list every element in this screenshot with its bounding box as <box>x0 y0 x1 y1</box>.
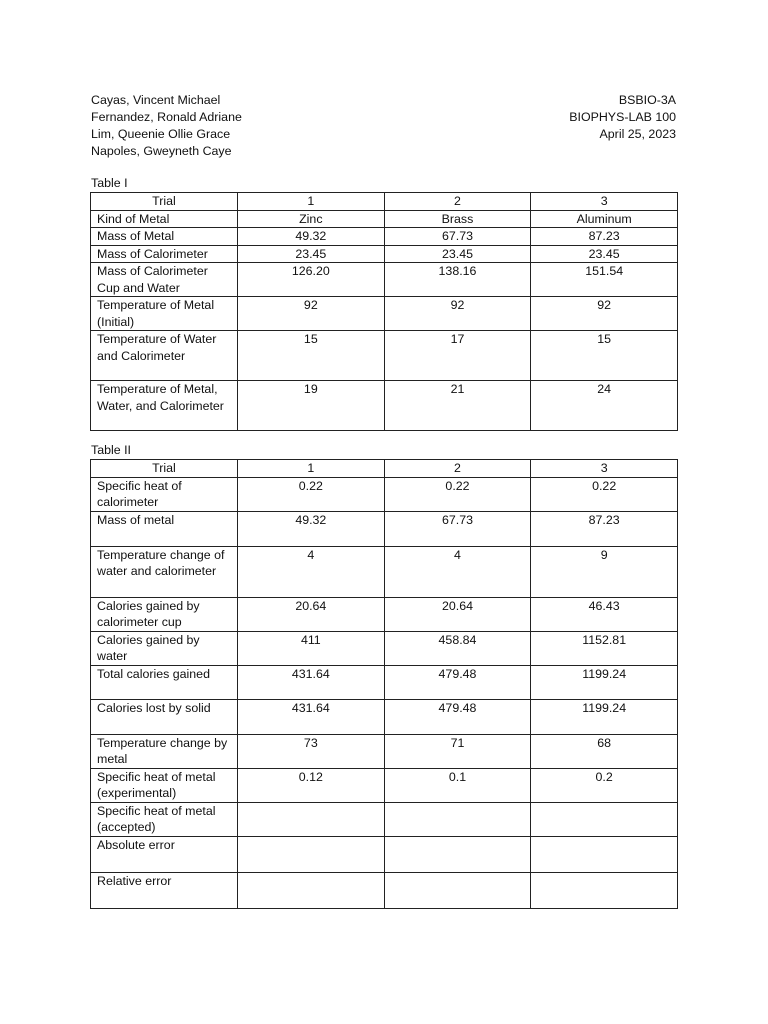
row-label: Temperature of Metal, Water, and Calorimeter <box>91 381 238 431</box>
cell: 87.23 <box>531 228 678 246</box>
cell: 3 <box>531 460 678 478</box>
cell <box>531 836 678 872</box>
table-row <box>91 331 678 381</box>
table-row <box>91 836 678 872</box>
cell: 126.20 <box>238 263 385 297</box>
table-row <box>91 631 678 665</box>
row-label: Temperature of Water and Calorimeter <box>91 331 238 381</box>
row-label: Temperature change by metal <box>91 734 238 768</box>
cell: 0.22 <box>238 477 385 511</box>
cell: 87.23 <box>531 511 678 546</box>
cell: Aluminum <box>531 210 678 228</box>
table-caption: Table II <box>91 443 131 457</box>
table-row <box>91 245 678 263</box>
cell <box>384 836 531 872</box>
cell: 151.54 <box>531 263 678 297</box>
cell: 23.45 <box>384 245 531 263</box>
author-name: Napoles, Gweyneth Caye <box>91 144 232 158</box>
row-label: Trial <box>91 460 238 478</box>
cell: 138.16 <box>384 263 531 297</box>
table-row <box>91 193 678 211</box>
row-label: Absolute error <box>91 836 238 872</box>
cell: 458.84 <box>384 631 531 665</box>
cell: 49.32 <box>238 511 385 546</box>
table-row <box>91 546 678 597</box>
cell: 15 <box>531 331 678 381</box>
cell: 71 <box>384 734 531 768</box>
row-label: Mass of Calorimeter <box>91 245 238 263</box>
table-row <box>91 477 678 511</box>
cell <box>384 802 531 836</box>
table-ii <box>90 459 678 909</box>
table-row <box>91 734 678 768</box>
cell: 23.45 <box>238 245 385 263</box>
table-caption: Table I <box>91 176 128 190</box>
table-row <box>91 872 678 908</box>
author-name: Cayas, Vincent Michael <box>91 93 221 107</box>
table-row <box>91 210 678 228</box>
table-row <box>91 665 678 699</box>
table-row <box>91 802 678 836</box>
cell: 19 <box>238 381 385 431</box>
row-label: Specific heat of calorimeter <box>91 477 238 511</box>
cell <box>531 872 678 908</box>
cell: 20.64 <box>238 597 385 631</box>
date-label: April 25, 2023 <box>599 127 676 141</box>
author-names <box>91 92 242 160</box>
table-i <box>90 192 678 431</box>
cell: 24 <box>531 381 678 431</box>
cell: 0.22 <box>384 477 531 511</box>
cell: 92 <box>238 297 385 331</box>
cell: 2 <box>384 193 531 211</box>
row-label: Relative error <box>91 872 238 908</box>
cell: 4 <box>238 546 385 597</box>
cell: 21 <box>384 381 531 431</box>
cell <box>531 802 678 836</box>
cell <box>238 872 385 908</box>
table-row <box>91 511 678 546</box>
cell <box>384 872 531 908</box>
cell: 431.64 <box>238 699 385 734</box>
row-label: Total calories gained <box>91 665 238 699</box>
table-row <box>91 460 678 478</box>
cell: 49.32 <box>238 228 385 246</box>
section-label: BSBIO-3A <box>618 93 676 107</box>
row-label: Specific heat of metal (accepted) <box>91 802 238 836</box>
row-label: Mass of Calorimeter Cup and Water <box>91 263 238 297</box>
cell: 1199.24 <box>531 665 678 699</box>
table-row <box>91 228 678 246</box>
table-row <box>91 597 678 631</box>
table-row <box>91 263 678 297</box>
cell: 4 <box>384 546 531 597</box>
cell: 1 <box>238 193 385 211</box>
cell: 92 <box>531 297 678 331</box>
cell: 17 <box>384 331 531 381</box>
course-label: BIOPHYS-LAB 100 <box>569 110 676 124</box>
cell: 1 <box>238 460 385 478</box>
row-label: Mass of Metal <box>91 228 238 246</box>
cell <box>238 836 385 872</box>
cell: 479.48 <box>384 665 531 699</box>
row-label: Calories lost by solid <box>91 699 238 734</box>
cell: 67.73 <box>384 511 531 546</box>
cell: 20.64 <box>384 597 531 631</box>
cell: Brass <box>384 210 531 228</box>
cell: 0.12 <box>238 768 385 802</box>
cell: 23.45 <box>531 245 678 263</box>
cell: 73 <box>238 734 385 768</box>
row-label: Calories gained by water <box>91 631 238 665</box>
cell: 15 <box>238 331 385 381</box>
row-label: Trial <box>91 193 238 211</box>
cell: 0.22 <box>531 477 678 511</box>
cell: 9 <box>531 546 678 597</box>
cell: 479.48 <box>384 699 531 734</box>
course-info <box>569 92 676 143</box>
cell: 0.2 <box>531 768 678 802</box>
row-label: Mass of metal <box>91 511 238 546</box>
cell: 68 <box>531 734 678 768</box>
row-label: Kind of Metal <box>91 210 238 228</box>
row-label: Temperature of Metal (Initial) <box>91 297 238 331</box>
table-row <box>91 699 678 734</box>
cell: 411 <box>238 631 385 665</box>
author-name: Lim, Queenie Ollie Grace <box>91 127 231 141</box>
table-row <box>91 768 678 802</box>
cell: 67.73 <box>384 228 531 246</box>
cell: 1152.81 <box>531 631 678 665</box>
author-name: Fernandez, Ronald Adriane <box>91 110 242 124</box>
cell: 2 <box>384 460 531 478</box>
row-label: Temperature change of water and calorimeter <box>91 546 238 597</box>
cell: Zinc <box>238 210 385 228</box>
table-row <box>91 381 678 431</box>
cell: 46.43 <box>531 597 678 631</box>
row-label: Calories gained by calorimeter cup <box>91 597 238 631</box>
table-row <box>91 297 678 331</box>
cell <box>238 802 385 836</box>
cell: 431.64 <box>238 665 385 699</box>
cell: 92 <box>384 297 531 331</box>
cell: 1199.24 <box>531 699 678 734</box>
row-label: Specific heat of metal (experimental) <box>91 768 238 802</box>
cell: 0.1 <box>384 768 531 802</box>
cell: 3 <box>531 193 678 211</box>
